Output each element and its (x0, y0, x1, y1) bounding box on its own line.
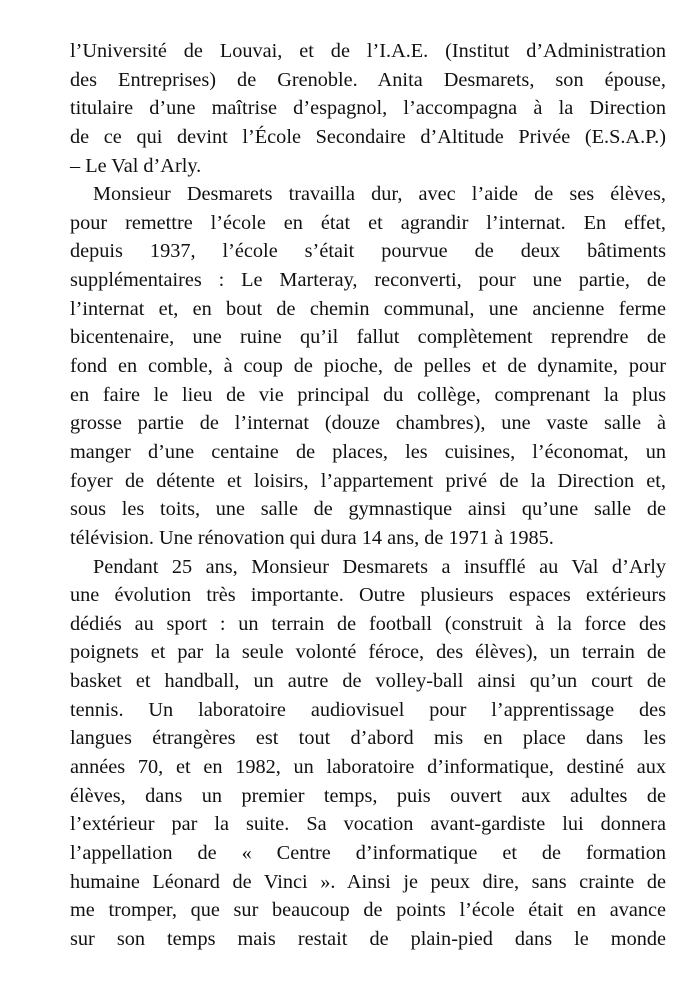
text-line: Monsieur Desmarets travailla dur, avec l’aide de ses élèves, (93, 183, 666, 206)
text-line: basket et handball, un autre de volley-ball ainsi qu’un court de (70, 670, 666, 693)
text-line: pour remettre l’école en état et agrandir l’internat. En effet, (70, 211, 666, 234)
text-line: télévision. Une rénovation qui dura 14 ans, de 1971 à 1985. (70, 526, 554, 549)
text-line: humaine Léonard de Vinci ». Ainsi je peux dire, sans crainte de (70, 870, 666, 893)
text-line: dédiés au sport : un terrain de football (construit à la force des (70, 612, 666, 635)
text-line: – Le Val d’Arly. (70, 154, 202, 177)
text-line: supplémentaires : Le Marteray, reconverti, pour une partie, de (70, 269, 666, 292)
paragraph (70, 37, 666, 180)
document-page (70, 37, 666, 954)
text-line: sur son temps mais restait de plain-pied dans le monde (70, 927, 666, 950)
paragraph (70, 553, 666, 954)
text-line: l’internat et, en bout de chemin communal, une ancienne ferme (70, 297, 666, 320)
text-line: foyer de détente et loisirs, l’appartement privé de la Direction et, (70, 469, 666, 492)
text-line: me tromper, que sur beaucoup de points l’école était en avance (70, 899, 666, 922)
text-line: poignets et par la seule volonté féroce, des élèves), un terrain de (70, 641, 666, 664)
text-line: Pendant 25 ans, Monsieur Desmarets a insufflé au Val d’Arly (93, 555, 666, 578)
text-line: fond en comble, à coup de pioche, de pelles et de dynamite, pour (70, 355, 666, 378)
text-line: de ce qui devint l’École Secondaire d’Altitude Privée (E.S.A.P.) (70, 125, 666, 148)
text-line: en faire le lieu de vie principal du collège, comprenant la plus (70, 383, 666, 406)
text-line: langues étrangères est tout d’abord mis en place dans les (70, 727, 666, 750)
text-line: depuis 1937, l’école s’était pourvue de deux bâtiments (70, 240, 666, 263)
text-line: grosse partie de l’internat (douze chambres), une vaste salle à (70, 412, 666, 435)
text-line: tennis. Un laboratoire audiovisuel pour l’apprentissage des (70, 698, 666, 721)
text-line: manger d’une centaine de places, les cuisines, l’économat, un (70, 440, 666, 463)
text-line: une évolution très importante. Outre plusieurs espaces extérieurs (70, 584, 666, 607)
text-line: l’appellation de « Centre d’informatique et de formation (70, 841, 666, 864)
text-line: l’Université de Louvai, et de l’I.A.E. (Institut d’Administration (70, 40, 666, 62)
text-line: bicentenaire, une ruine qu’il fallut complètement reprendre de (70, 326, 666, 349)
paragraph (70, 180, 666, 552)
text-line: titulaire d’une maîtrise d’espagnol, l’accompagna à la Direction (70, 97, 666, 120)
text-line: sous les toits, une salle de gymnastique ainsi qu’une salle de (70, 498, 666, 521)
text-line: élèves, dans un premier temps, puis ouvert aux adultes de (70, 784, 666, 807)
text-line: des Entreprises) de Grenoble. Anita Desmarets, son épouse, (70, 68, 666, 91)
text-line: années 70, et en 1982, un laboratoire d’informatique, destiné aux (70, 756, 666, 779)
text-line: l’extérieur par la suite. Sa vocation avant-gardiste lui donnera (70, 813, 666, 836)
